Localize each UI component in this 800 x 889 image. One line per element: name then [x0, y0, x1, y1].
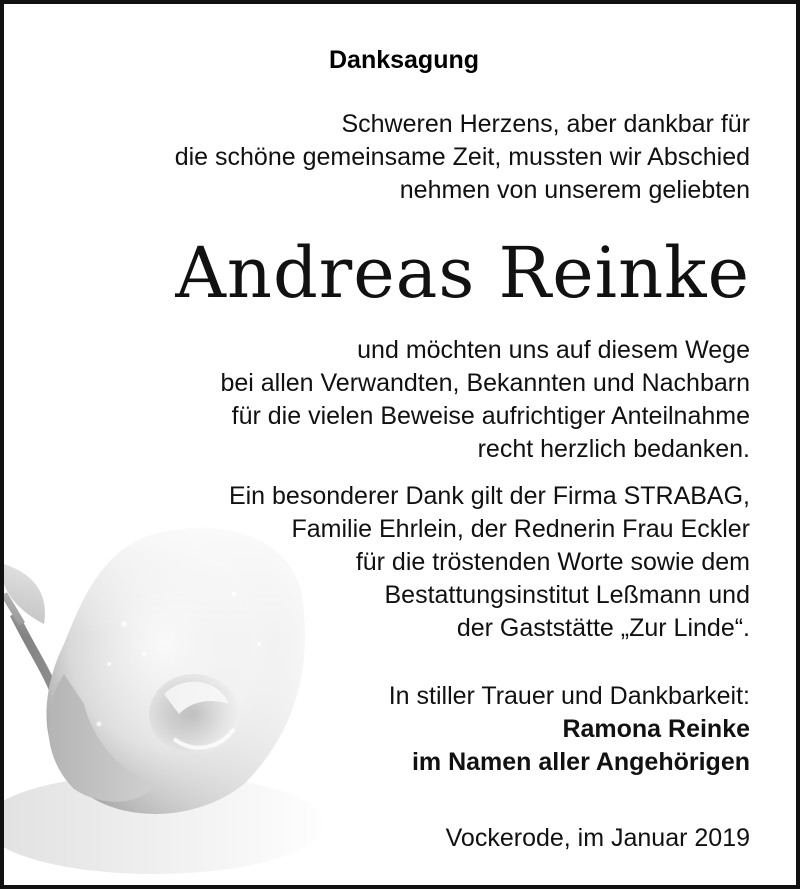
signature-family: im Namen aller Angehörigen — [411, 748, 750, 776]
deceased-name: Andreas Reinke — [175, 232, 750, 314]
thanks-line: bei allen Verwandten, Bekannten und Nachbarn — [220, 369, 750, 397]
intro-line: nehmen von unserem geliebten — [399, 176, 750, 204]
place-date: Vockerode, im Januar 2019 — [445, 824, 750, 852]
thanks-line: recht herzlich bedanken. — [477, 435, 750, 463]
special-thanks-line: für die tröstenden Worte sowie dem — [355, 548, 750, 576]
special-thanks-line: Bestattungsinstitut Leßmann und — [384, 581, 750, 609]
thanks-paragraph — [220, 334, 750, 466]
special-thanks-paragraph — [229, 480, 750, 645]
thanks-line: und möchten uns auf diesem Wege — [357, 336, 750, 364]
intro-line: die schöne gemeinsame Zeit, mussten wir Abschied — [174, 143, 750, 171]
intro-line: Schweren Herzens, aber dankbar für — [341, 110, 750, 138]
intro-paragraph — [175, 108, 750, 207]
thanks-line: für die vielen Beweise aufrichtiger Anteilnahme — [231, 402, 750, 430]
mourning-block — [389, 680, 750, 779]
special-thanks-line: Familie Ehrlein, der Rednerin Frau Eckler — [291, 515, 750, 543]
special-thanks-line: Ein besonderer Dank gilt der Firma STRABAG, — [228, 482, 750, 510]
mourning-intro: In stiller Trauer und Dankbarkeit: — [388, 682, 750, 710]
signature-name: Ramona Reinke — [562, 715, 750, 743]
special-thanks-line: der Gaststätte „Zur Linde“. — [456, 614, 750, 642]
heading: Danksagung — [328, 46, 480, 74]
